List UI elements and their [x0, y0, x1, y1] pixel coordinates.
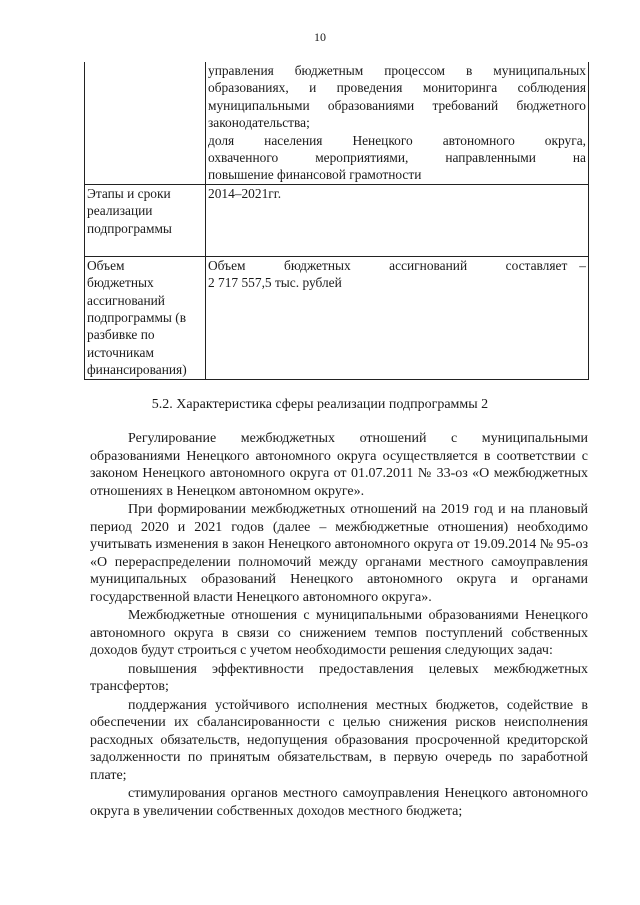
stages-value: 2014–2021гг. [208, 185, 282, 201]
indicator-line: образованиях, и проведения мониторинга соблюдения [208, 80, 586, 96]
table-row-continuation [85, 62, 589, 184]
label-line: Этапы и сроки [87, 185, 171, 201]
table-cell-indicators [206, 62, 589, 184]
label-line: подпрограммы [87, 220, 172, 236]
budget-dash: – [579, 257, 586, 273]
paragraph: При формировании межбюджетных отношений на 2019 год и на плановый период 2020 и 2021 годов (далее – межбюджетные отношения) необходимо учитывать изменения в закон Ненецкого автономного округа от 19.09.2014 № 95-оз «О перераспределении полномочий между органами местного самоуправления муниципальных образований Ненецкого автономного округа и органами государственной власти Ненецкого автономного округа». [90, 502, 588, 605]
label-line: Объем [87, 257, 125, 273]
paragraph: стимулирования органов местного самоуправления Ненецкого автономного округа в увеличении собственных доходов местного бюджета; [90, 786, 588, 819]
indicator-line: охваченного мероприятиями, направленными на [208, 150, 586, 166]
budget-text: Объем бюджетных ассигнований составляет [208, 257, 568, 273]
label-line: ассигнований [87, 292, 165, 308]
paragraph: Регулирование межбюджетных отношений с муниципальными образованиями Ненецкого автономного округа осуществляется в соответствии с законом Ненецкого автономного округа от 01.07.2011 № 33-оз «О межбюджетных отношениях в Ненецком автономном округе». [90, 431, 588, 499]
budget-amount: 2 717 557,5 тыс. рублей [208, 275, 342, 291]
label-line: финансирования) [87, 362, 187, 378]
indicator-line: законодательства; [208, 115, 310, 131]
table-row-budget [85, 256, 589, 379]
indicator-line: управления бюджетным процессом в муниципальных [208, 63, 586, 78]
label-line: бюджетных [87, 275, 154, 291]
section-body [90, 430, 588, 820]
stages-label-cell [85, 184, 206, 256]
paragraph: повышения эффективности предоставления целевых межбюджетных трансфертов; [90, 661, 588, 694]
budget-label-cell [85, 256, 206, 379]
table-cell-empty [85, 62, 206, 184]
indicator-line: повышение финансовой грамотности [208, 167, 422, 183]
paragraph: поддержания устойчивого исполнения местных бюджетов, содействие в обеспечении их сбалансированности с целью снижения рисков неисполнения расходных обязательств, недопущения образования просроченной кредиторской задолженности по принятым обязательствам, в первую очередь по заработной плате; [90, 697, 588, 783]
indicator-line: доля населения Ненецкого автономного округа, [208, 132, 586, 148]
section-heading: 5.2. Характеристика сферы реализации подпрограммы 2 [151, 397, 489, 412]
budget-text-line [208, 257, 586, 274]
page-number: 10 [314, 30, 326, 44]
table-row-stages [85, 184, 589, 256]
subprogram-passport-table [84, 62, 589, 380]
label-line: подпрограммы (в [87, 310, 187, 326]
label-line: источникам [87, 344, 154, 360]
budget-value-cell [206, 256, 589, 379]
stages-value-cell [206, 184, 589, 256]
indicator-line: муниципальными образованиями требований бюджетного [208, 97, 586, 113]
label-line: реализации [87, 203, 153, 219]
paragraph: Межбюджетные отношения с муниципальными образованиями Ненецкого автономного округа в связи со снижением темпов поступлений собственных доходов будут строиться с учетом необходимости решения следующих задач: [90, 608, 588, 658]
label-line: разбивке по [87, 327, 155, 343]
